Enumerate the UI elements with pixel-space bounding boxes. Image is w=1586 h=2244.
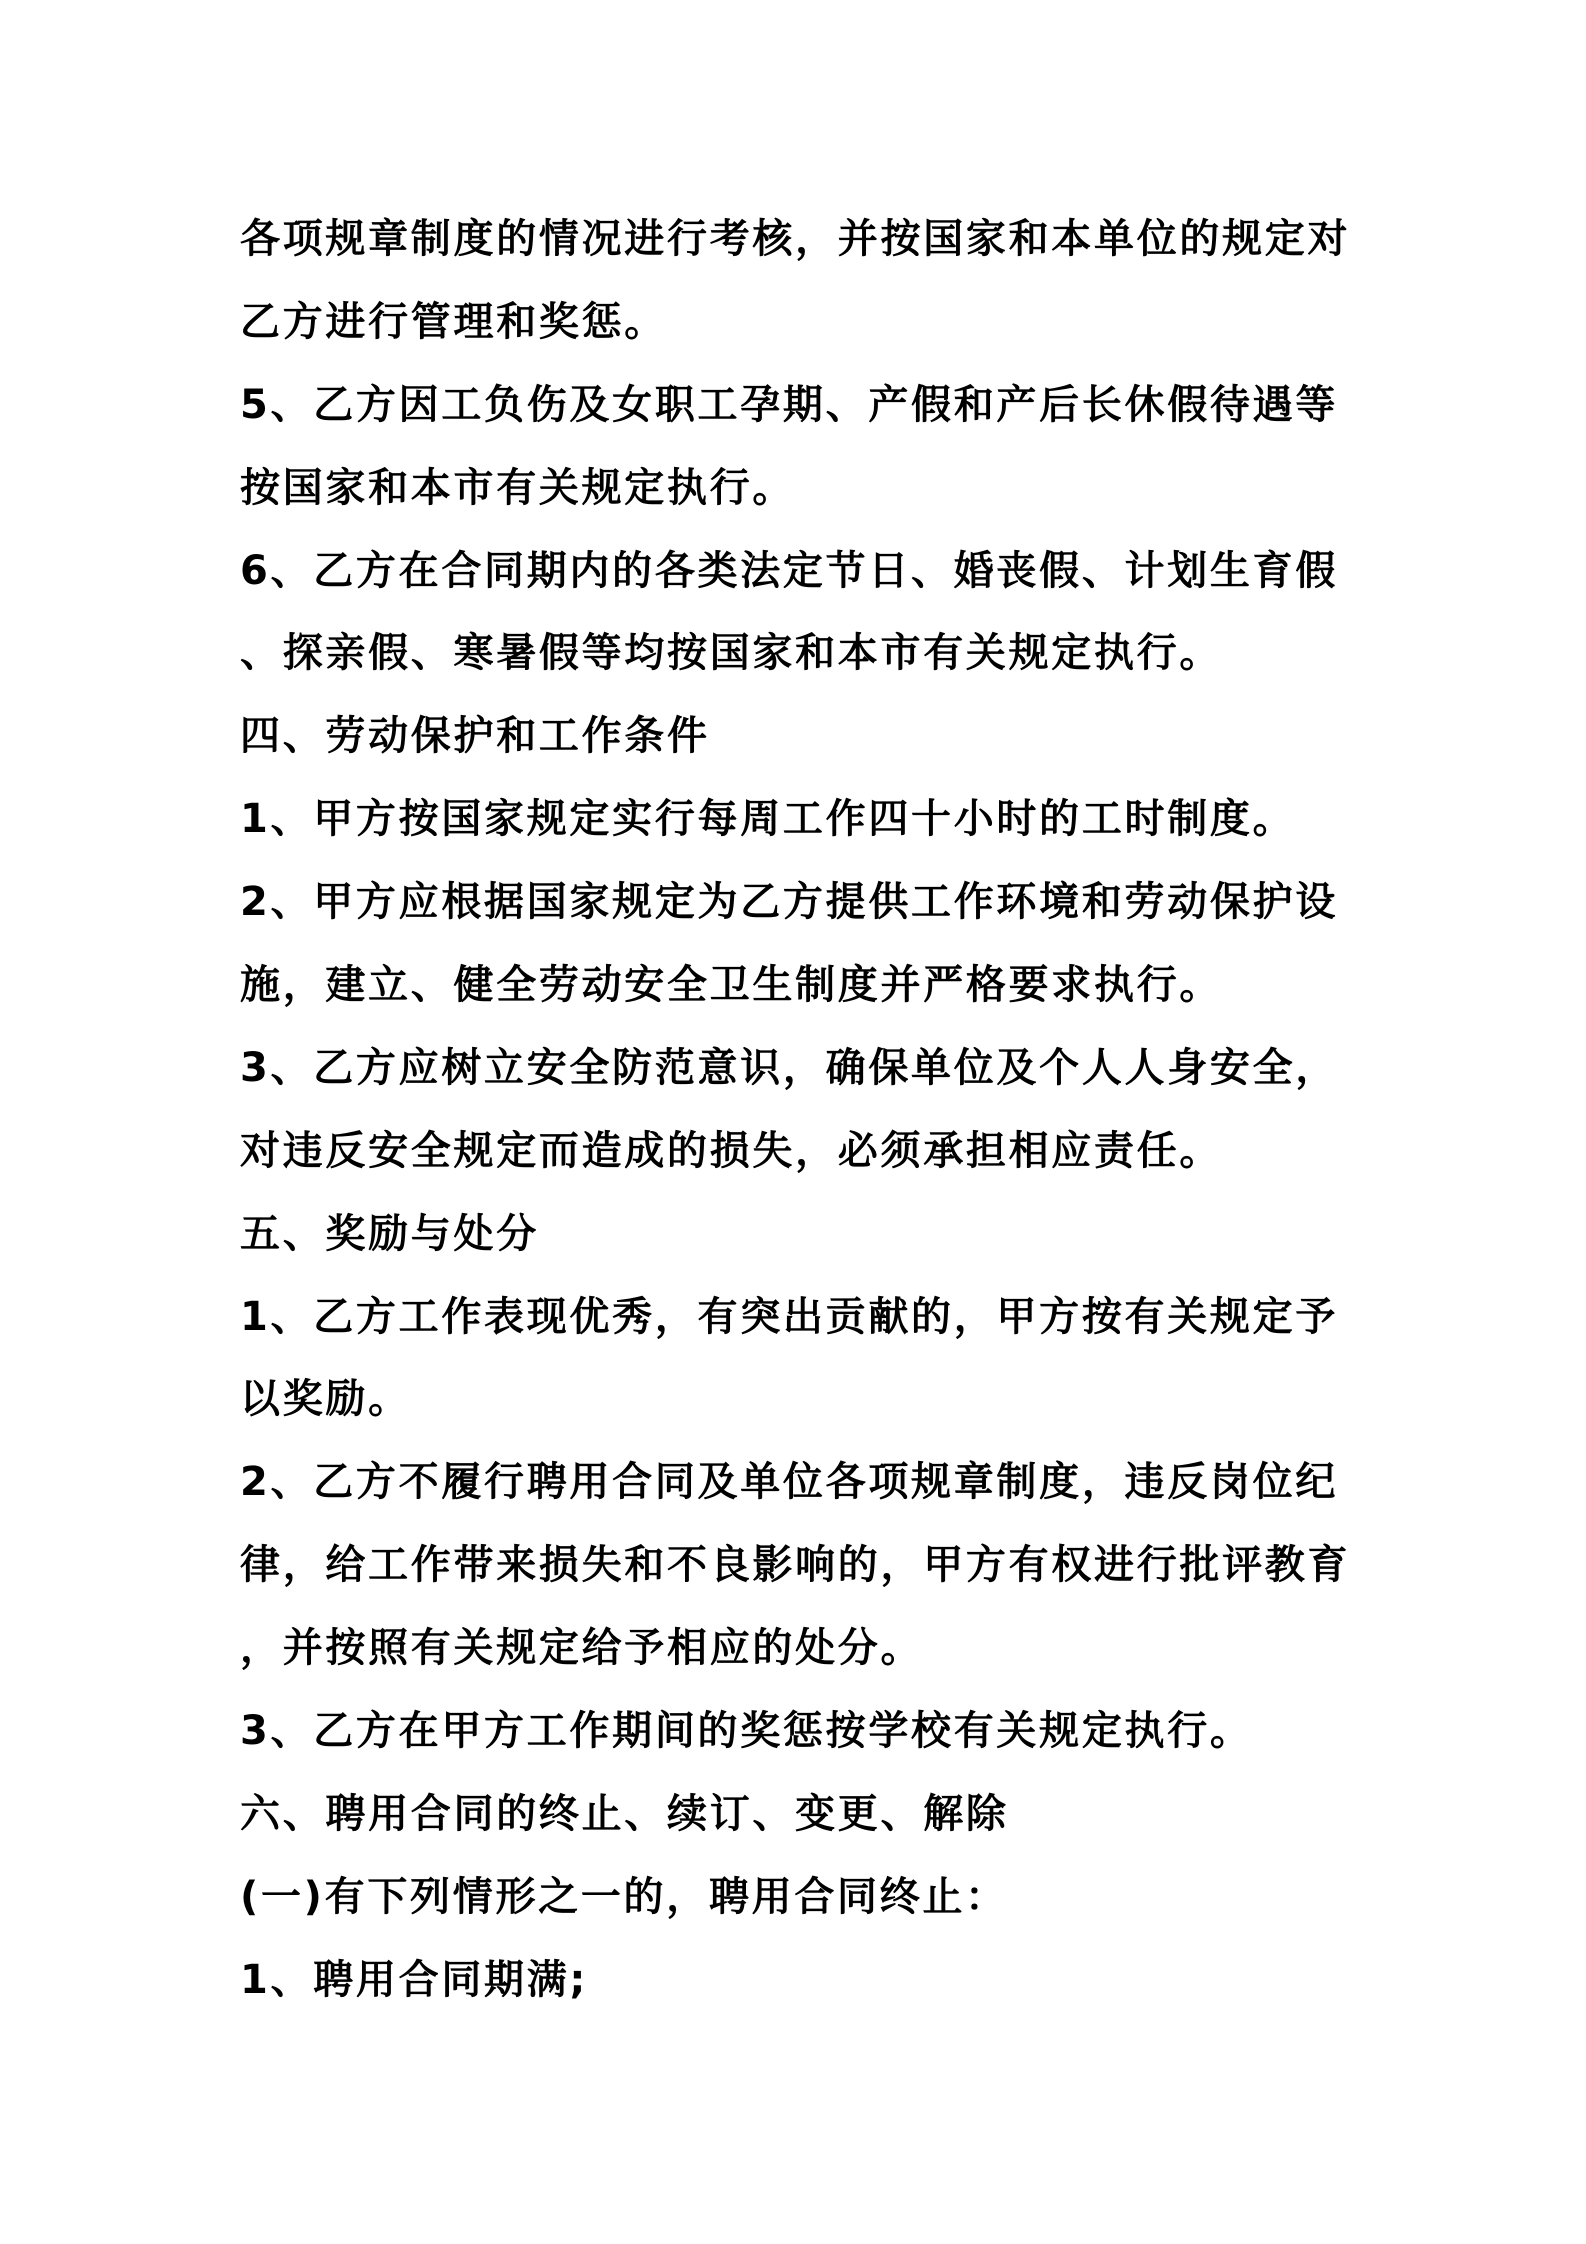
paragraph-line: 施，建立、健全劳动安全卫生制度并严格要求执行。 (240, 962, 1223, 1009)
document-body (240, 198, 1370, 2022)
paragraph-line: 3、乙方应树立安全防范意识，确保单位及个人人身安全， (240, 1044, 1339, 1091)
paragraph-line: 律，给工作带来损失和不良影响的，甲方有权进行批评教育 (240, 1542, 1351, 1589)
paragraph-line: 3、乙方在甲方工作期间的奖惩按学校有关规定执行。 (240, 1708, 1253, 1755)
paragraph-line: 1、聘用合同期满; (240, 1956, 589, 2003)
paragraph-line: (一)有下列情形之一的，聘用合同终止： (240, 1873, 1008, 1920)
paragraph-line: 2、乙方不履行聘用合同及单位各项规章制度，违反岗位纪 (240, 1459, 1339, 1506)
paragraph-line: 5、乙方因工负伤及女职工孕期、产假和产后长休假待遇等 (240, 381, 1339, 428)
paragraph-line: 1、甲方按国家规定实行每周工作四十小时的工时制度。 (240, 796, 1296, 843)
paragraph-line: 以奖励。 (240, 1376, 411, 1423)
paragraph-line: 2、甲方应根据国家规定为乙方提供工作环境和劳动保护设 (240, 879, 1339, 926)
paragraph-line: ，并按照有关规定给予相应的处分。 (240, 1625, 924, 1672)
section-heading: 四、劳动保护和工作条件 (240, 713, 710, 760)
paragraph-line: 按国家和本市有关规定执行。 (240, 464, 796, 511)
section-heading: 六、聘用合同的终止、续订、变更、解除 (240, 1790, 1009, 1837)
paragraph-line: 、探亲假、寒暑假等均按国家和本市有关规定执行。 (240, 630, 1223, 677)
paragraph-line: 6、乙方在合同期内的各类法定节日、婚丧假、计划生育假 (240, 547, 1339, 594)
section-heading: 五、奖励与处分 (240, 1210, 539, 1257)
paragraph-line: 各项规章制度的情况进行考核，并按国家和本单位的规定对 (240, 216, 1351, 262)
paragraph-line: 1、乙方工作表现优秀，有突出贡献的，甲方按有关规定予 (240, 1293, 1339, 1340)
paragraph-line: 对违反安全规定而造成的损失，必须承担相应责任。 (240, 1127, 1223, 1174)
paragraph-line: 乙方进行管理和奖惩。 (240, 298, 667, 345)
